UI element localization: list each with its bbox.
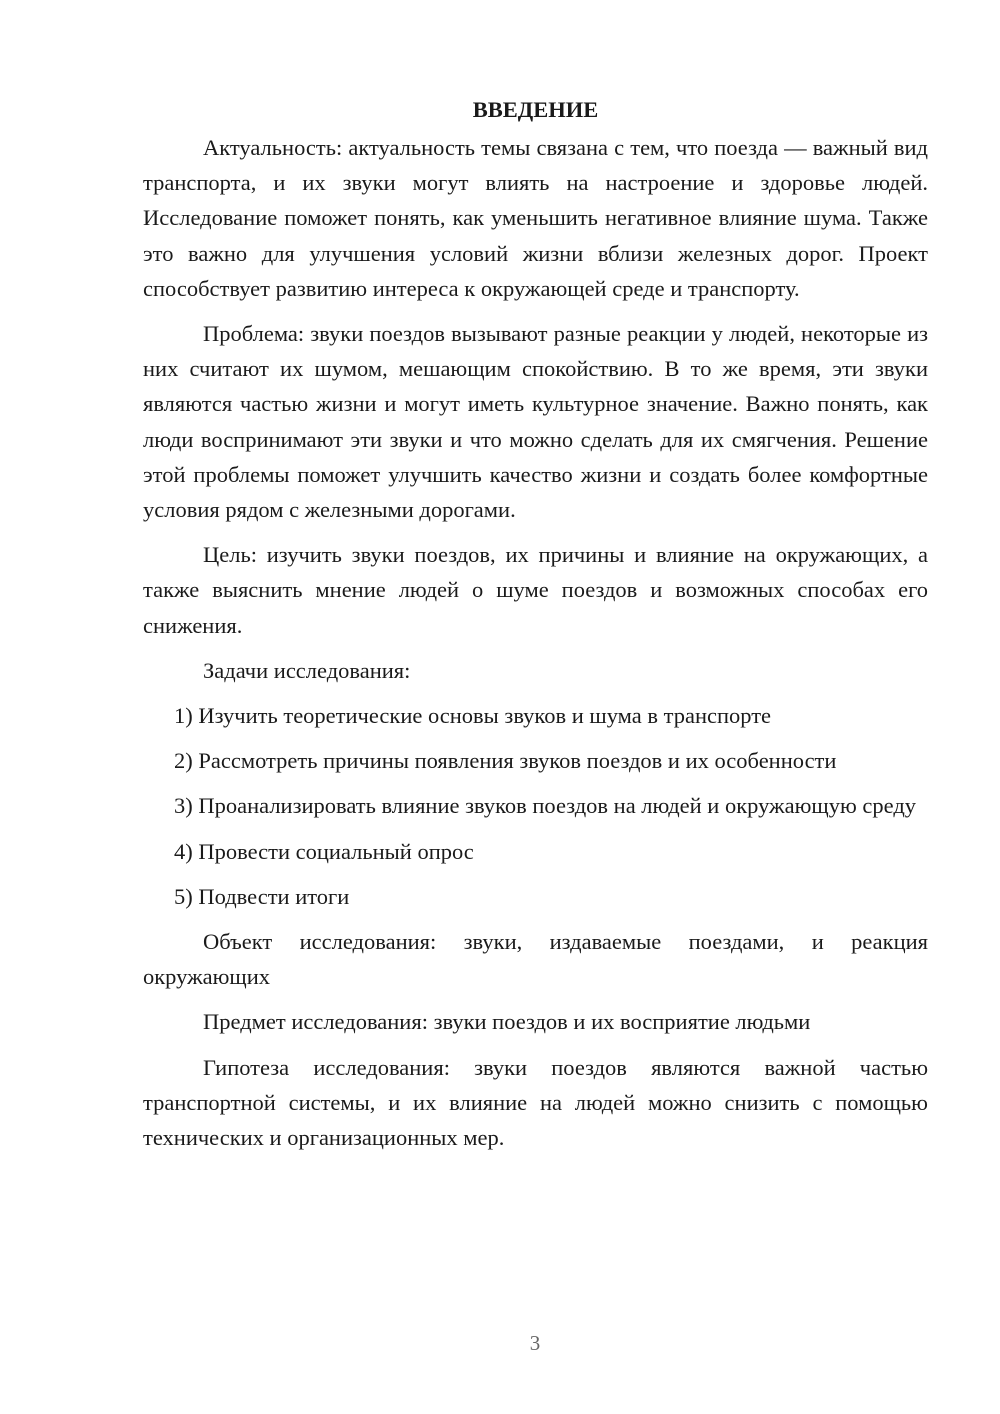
object-paragraph: Объект исследования: звуки, издаваемые поездами, и реакция окружающих bbox=[143, 929, 928, 990]
page-number: 3 bbox=[529, 1331, 541, 1355]
page-content bbox=[143, 92, 928, 1165]
subject-paragraph: Предмет исследования: звуки поездов и их восприятие людьми bbox=[203, 1009, 811, 1035]
goal-paragraph: Цель: изучить звуки поездов, их причины и влияние на окружающих, а также выяснить мнение людей о шуме поездов и возможных способах его снижения. bbox=[143, 542, 928, 638]
tasks-title: Задачи исследования: bbox=[203, 657, 411, 683]
task-item-3: 3) Проанализировать влияние звуков поездов на людей и окружающую среду bbox=[174, 793, 917, 819]
problem-paragraph: Проблема: звуки поездов вызывают разные реакции у людей, некоторые из них считают их шумом, мешающим спокойствию. В то же время, эти звуки являются частью жизни и могут иметь культурное значение. Важно понять, как люди воспринимают эти звуки и что можно сделать для их смягчения. Решение этой проблемы поможет улучшить качество жизни и создать более комфортные условия рядом с железными дорогами. bbox=[143, 321, 928, 523]
task-item-2: 2) Рассмотреть причины появления звуков поездов и их особенности bbox=[174, 748, 837, 774]
relevance-paragraph: Актуальность: актуальность темы связана с тем, что поезда — важный вид транспорта, и их звуки могут влиять на настроение и здоровье людей. Исследование поможет понять, как уменьшить негативное влияние шума. Также это важно для улучшения условий жизни вблизи железных дорог. Проект способствует развитию интереса к окружающей среде и транспорту. bbox=[143, 135, 928, 301]
section-heading: ВВЕДЕНИЕ bbox=[472, 97, 599, 122]
task-item-5: 5) Подвести итоги bbox=[174, 883, 350, 909]
task-item-1: 1) Изучить теоретические основы звуков и шума в транспорте bbox=[174, 703, 772, 729]
hypothesis-paragraph: Гипотеза исследования: звуки поездов являются важной частью транспортной системы, и их влияние на людей можно снизить с помощью технических и организационных мер. bbox=[143, 1054, 928, 1151]
task-item-4: 4) Провести социальный опрос bbox=[174, 838, 474, 864]
